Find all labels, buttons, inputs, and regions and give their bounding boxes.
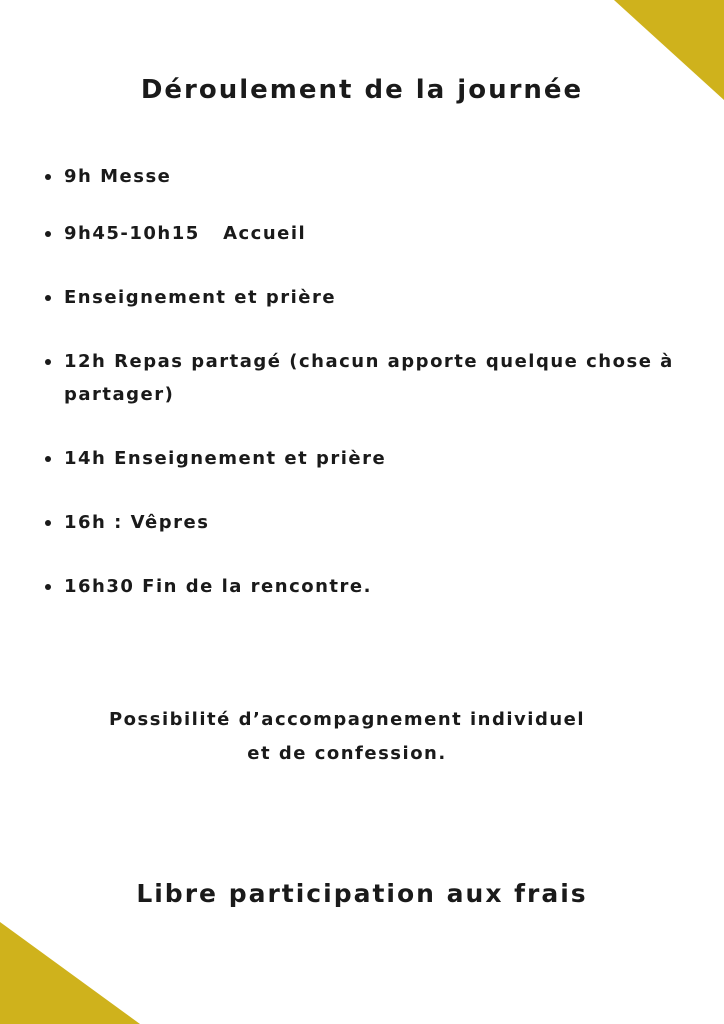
schedule-item-text: 12h Repas partagé (chacun apporte quelque chose à partager)	[64, 351, 682, 405]
schedule-item-end	[40, 570, 690, 603]
accompaniment-note	[0, 703, 724, 771]
schedule-item-lunch	[40, 345, 690, 411]
schedule-item-text: 16h30 Fin de la rencontre.	[64, 576, 372, 597]
schedule-item-vespers	[40, 506, 690, 539]
bottom-left-accent-triangle	[0, 922, 140, 1024]
schedule-item-text: Enseignement et prière	[64, 287, 337, 308]
note-line-2: et de confession.	[247, 743, 447, 764]
schedule-item-teaching	[40, 281, 690, 314]
note-line-1: Possibilité d’accompagnement individuel	[108, 709, 586, 730]
schedule-list	[40, 160, 690, 603]
schedule-item-welcome	[40, 217, 690, 250]
schedule-item-text: 9h45-10h15 Accueil	[64, 223, 307, 244]
schedule-item-text: 14h Enseignement et prière	[64, 448, 387, 469]
schedule-item-mass	[40, 160, 690, 193]
schedule-item-text: 9h Messe	[64, 166, 172, 187]
participation-footer: Libre participation aux frais	[136, 879, 588, 908]
page-title: Déroulement de la journée	[140, 75, 584, 105]
schedule-item-afternoon-teaching	[40, 442, 690, 475]
schedule-item-text: 16h : Vêpres	[64, 512, 210, 533]
